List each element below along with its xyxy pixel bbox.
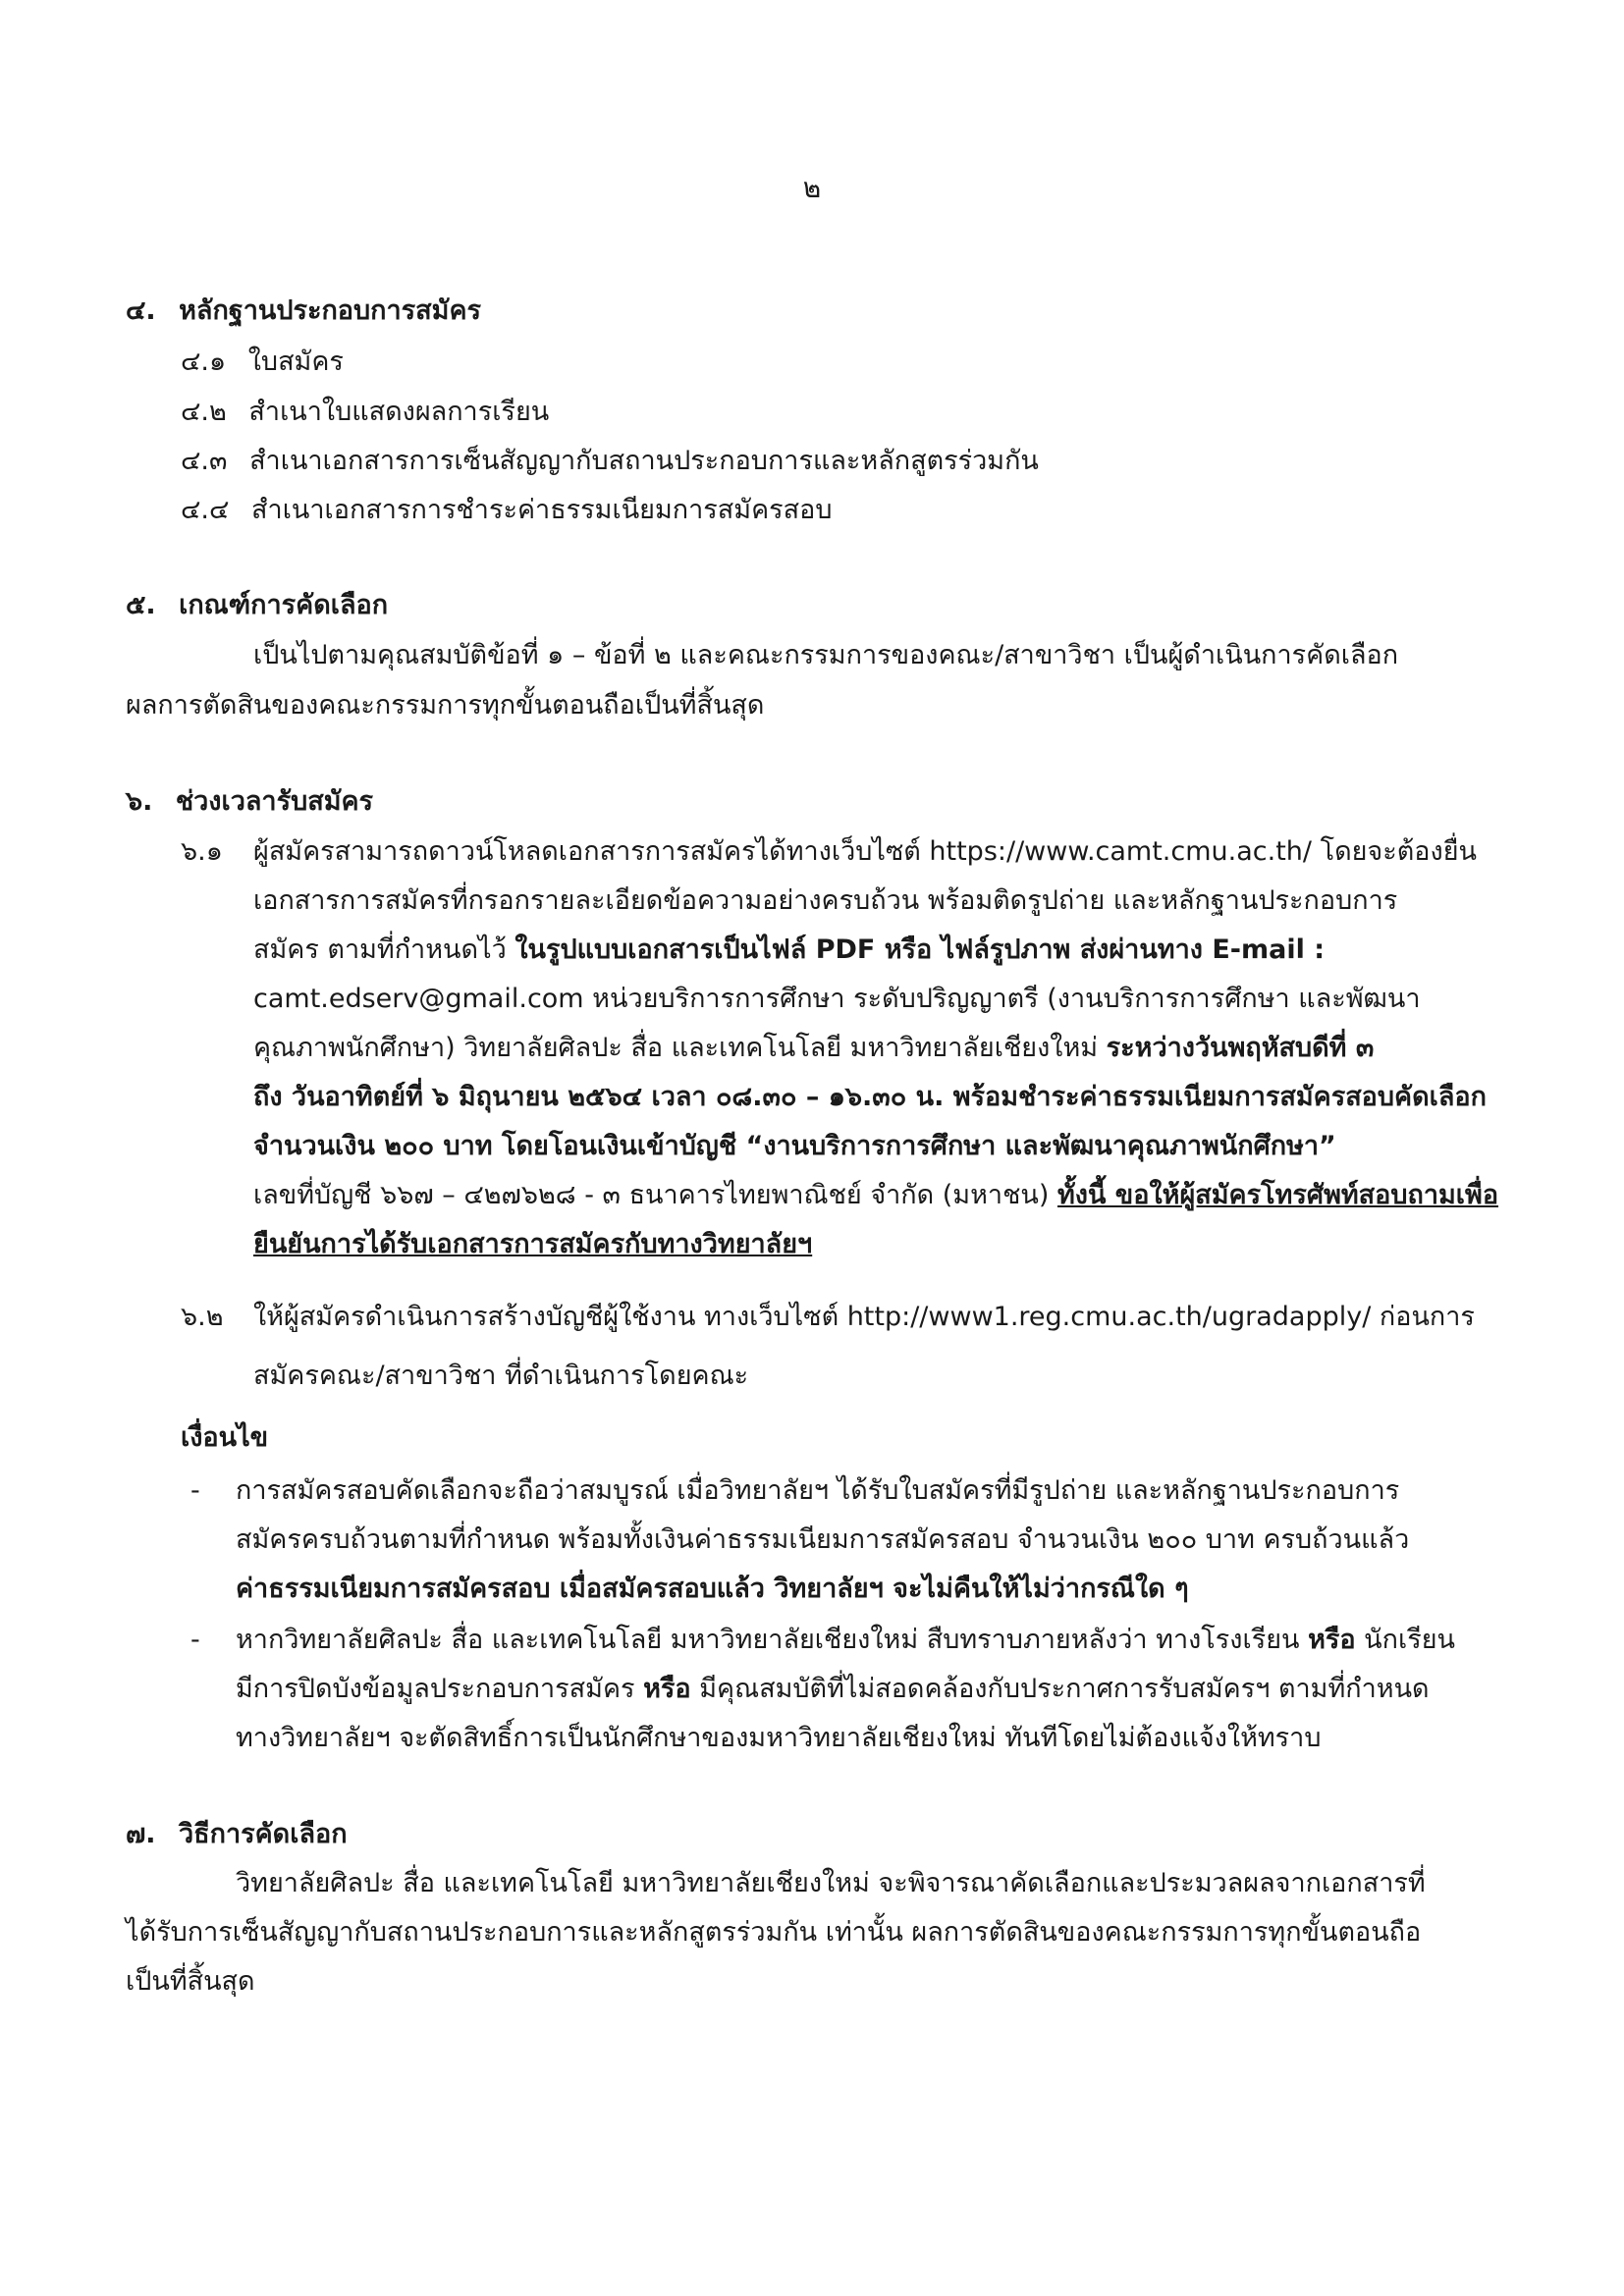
paragraph-line [253, 1032, 1374, 1065]
item-number: ๔.๔ [181, 495, 230, 525]
text-run: นักเรียน [1355, 1625, 1455, 1655]
paragraph-line: ค่าธรรมเนียมการสมัครสอบ เมื่อสมัครสอบแล้ว วิทยาลัยฯ จะไม่คืนให้ไม่ว่ากรณีใด ๆ [236, 1574, 1189, 1604]
section-title: เกณฑ์การคัดเลือก [179, 590, 389, 620]
text-run: มีคุณสมบัติที่ไม่สอดคล้องกับประกาศการรับสมัครฯ ตามที่กำหนด [690, 1674, 1430, 1704]
item-number: ๔.๒ [181, 397, 227, 427]
paragraph-line: สมัครครบถ้วนตามที่กำหนด พร้อมทั้งเงินค่าธรรมเนียมการสมัครสอบ จำนวนเงิน ๒๐๐ บาท ครบถ้วนแล้ว [236, 1524, 1410, 1555]
text-run: หากวิทยาลัยศิลปะ สื่อ และเทคโนโลยี มหาวิทยาลัยเชียงใหม่ สืบทราบภายหลังว่า ทางโรงเรียน [236, 1625, 1309, 1655]
paragraph-line [253, 934, 1325, 967]
item-number: ๖.๒ [181, 1302, 224, 1332]
text-run: สมัคร ตามที่กำหนดไว้ [253, 934, 515, 965]
section-number: ๗. [126, 1819, 156, 1849]
bold-text-run: หรือ [643, 1674, 691, 1704]
paragraph-line: ให้ผู้สมัครดำเนินการสร้างบัญชีผู้ใช้งาน ทางเว็บไซต์ http://www1.reg.cmu.ac.th/ugradapply/ ก่อนการ [253, 1302, 1475, 1332]
paragraph-line: เป็นไปตามคุณสมบัติข้อที่ ๑ – ข้อที่ ๒ และคณะกรรมการของคณะ/สาขาวิชา เป็นผู้ดำเนินการคัดเลือก [253, 640, 1399, 670]
paragraph-line: ยืนยันการได้รับเอกสารการสมัครกับทางวิทยาลัยฯ [253, 1229, 813, 1259]
section-title: ช่วงเวลารับสมัคร [175, 786, 374, 817]
section-number: ๖. [126, 786, 153, 817]
item-number: ๔.๑ [181, 347, 227, 377]
page-number: ๒ [802, 172, 822, 204]
paragraph-line: ถึง วันอาทิตย์ที่ ๖ มิถุนายน ๒๕๖๔ เวลา ๐๘.๓๐ – ๑๖.๓๐ น. พร้อมชำระค่าธรรมเนียมการสมัครสอบคัดเลือก [253, 1082, 1487, 1112]
section-number: ๕. [126, 590, 156, 620]
item-text: สำเนาใบแสดงผลการเรียน [248, 397, 550, 427]
bold-text-run: ในรูปแบบเอกสารเป็นไฟล์ PDF หรือ ไฟล์รูปภาพ ส่งผ่านทาง E-mail : [514, 934, 1326, 965]
item-text: ใบสมัคร [247, 347, 344, 377]
section-title: วิธีการคัดเลือก [178, 1819, 348, 1849]
bold-text-run: หรือ [1308, 1625, 1356, 1655]
text-run: คุณภาพนักศึกษา) วิทยาลัยศิลปะ สื่อ และเทคโนโลยี มหาวิทยาลัยเชียงใหม่ [253, 1033, 1107, 1063]
paragraph-line: ผลการตัดสินของคณะกรรมการทุกขั้นตอนถือเป็นที่สิ้นสุด [126, 690, 765, 721]
item-text: สำเนาเอกสารการเซ็นสัญญากับสถานประกอบการและหลักสูตรร่วมกัน [249, 446, 1039, 476]
list-item [181, 445, 1039, 478]
text-run: มีการปิดบังข้อมูลประกอบการสมัคร [236, 1674, 644, 1704]
bold-text-run: ระหว่างวันพฤหัสบดีที่ ๓ [1106, 1033, 1375, 1063]
paragraph-line: วิทยาลัยศิลปะ สื่อ และเทคโนโลยี มหาวิทยาลัยเชียงใหม่ จะพิจารณาคัดเลือกและประมวลผลจากเอกสารที่ [236, 1868, 1426, 1898]
section-number: ๔. [126, 295, 156, 326]
bullet-dash: - [190, 1475, 200, 1506]
item-text: สำเนาเอกสารการชำระค่าธรรมเนียมการสมัครสอบ [251, 495, 833, 525]
section-5-heading [126, 589, 388, 622]
list-item [181, 494, 832, 527]
underlined-text-run: ทั้งนี้ ขอให้ผู้สมัครโทรศัพท์สอบถามเพื่อ [1056, 1180, 1499, 1210]
section-6-heading [126, 785, 373, 819]
paragraph-line: จำนวนเงิน ๒๐๐ บาท โดยโอนเงินเข้าบัญชี “งานบริการการศึกษา และพัฒนาคุณภาพนักศึกษา” [253, 1131, 1336, 1161]
paragraph-line: เป็นที่สิ้นสุด [126, 1966, 255, 1997]
paragraph-line: ผู้สมัครสามารถดาวน์โหลดเอกสารการสมัครได้ทางเว็บไซต์ https://www.camt.cmu.ac.th/ โดยจะต้องยื่น [253, 836, 1477, 867]
item-number: ๔.๓ [181, 446, 228, 476]
paragraph-line: ได้รับการเซ็นสัญญากับสถานประกอบการและหลักสูตรร่วมกัน เท่านั้น ผลการตัดสินของคณะกรรมการทุกขั้นตอนถือ [126, 1917, 1422, 1948]
section-title: หลักฐานประกอบการสมัคร [179, 295, 482, 326]
section-4-heading [126, 294, 481, 328]
paragraph-line: การสมัครสอบคัดเลือกจะถือว่าสมบูรณ์ เมื่อวิทยาลัยฯ ได้รับใบสมัครที่มีรูปถ่าย และหลักฐานประกอบการ [236, 1475, 1400, 1506]
bullet-dash: - [190, 1625, 200, 1655]
paragraph-line: ทางวิทยาลัยฯ จะตัดสิทธิ์การเป็นนักศึกษาของมหาวิทยาลัยเชียงใหม่ ทันทีโดยไม่ต้องแจ้งให้ทราบ [236, 1723, 1322, 1753]
paragraph-line: camt.edserv@gmail.com หน่วยบริการการศึกษา ระดับปริญญาตรี (งานบริการการศึกษา และพัฒนา [253, 984, 1421, 1014]
conditions-heading: เงื่อนไข [181, 1422, 269, 1453]
text-run: เลขที่บัญชี ๖๖๗ – ๔๒๗๖๒๘ - ๓ ธนาคารไทยพาณิชย์ จำกัด (มหาชน) [253, 1180, 1057, 1210]
list-item [181, 346, 344, 379]
list-item [181, 396, 549, 429]
paragraph-line [236, 1673, 1430, 1706]
paragraph-line [236, 1624, 1455, 1657]
section-7-heading [126, 1818, 348, 1851]
paragraph-line: สมัครคณะ/สาขาวิชา ที่ดำเนินการโดยคณะ [253, 1361, 749, 1391]
paragraph-line [253, 1179, 1498, 1212]
paragraph-line: เอกสารการสมัครที่กรอกรายละเอียดข้อความอย่างครบถ้วน พร้อมติดรูปถ่าย และหลักฐานประกอบการ [253, 885, 1398, 916]
item-number: ๖.๑ [181, 836, 223, 867]
